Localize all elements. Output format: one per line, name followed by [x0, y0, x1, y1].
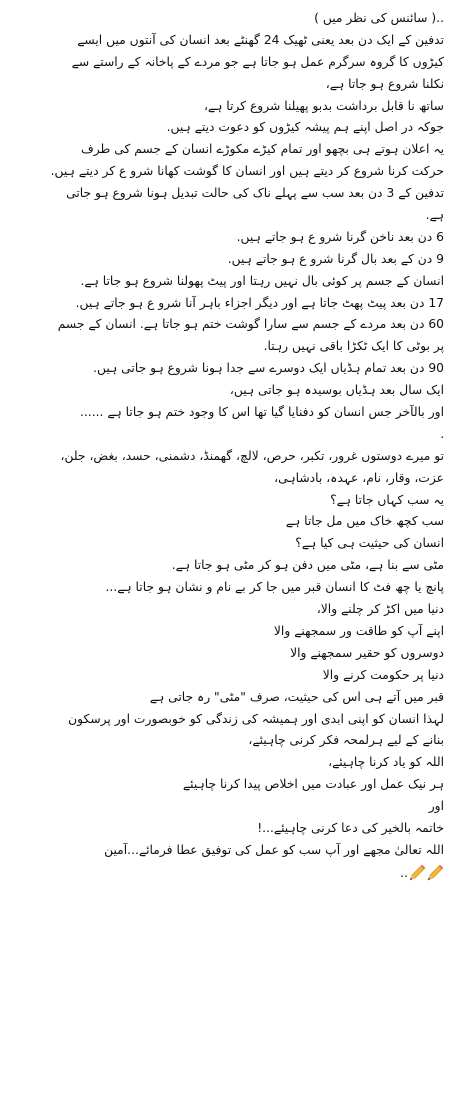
post-footer	[6, 862, 444, 884]
text-line: انسان کے جسم پر کوئی بال نہیں رہتا اور پیٹ پھولنا شروع ہو جاتا ہے.	[80, 273, 444, 288]
text-line: .	[440, 426, 444, 441]
post-text	[6, 8, 444, 862]
text-line: نکلنا شروع ہو جاتا ہے،	[325, 76, 444, 91]
text-line: اور بالآخر جس انسان کو دفنایا گیا تھا اس کا وجود ختم ہو جاتا ہے ......	[79, 405, 444, 420]
text-line: پر بوٹی کا ایک ٹکڑا باقی نہیں رہتا.	[263, 339, 444, 354]
pencil-icon	[426, 864, 444, 882]
text-line: عزت، وقار، نام، عہدہ، بادشاہی،	[274, 470, 444, 485]
text-line: کیڑوں کا گروہ سرگرم عمل ہو جاتا ہے جو مردے کے پاخانہ کے راستے سے	[71, 54, 444, 69]
text-line: یہ سب کہاں جاتا ہے؟	[330, 492, 444, 507]
text-line: لہذا انسان کو اپنی ابدی اور ہمیشہ کی زندگی کو خوبصورت اور پرسکون	[68, 711, 444, 726]
text-line: ..( سائنس کی نظر میں )	[314, 11, 444, 25]
text-line: 60 دن بعد مردے کے جسم سے سارا گوشت ختم ہو جاتا ہے. انسان کے جسم	[57, 317, 444, 332]
text-line: دنیا پر حکومت کرنے والا	[322, 667, 444, 682]
text-line: ایک سال بعد ہڈیاں بوسیدہ ہو جاتی ہیں،	[229, 383, 444, 398]
footer-dots: ..	[400, 865, 408, 880]
text-line: بنانے کے لیے ہرلمحہ فکر کرنی چاہیئے،	[248, 733, 444, 748]
text-line: 90 دن بعد تمام ہڈیاں ایک دوسرے سے جدا ہونا شروع ہو جاتی ہیں.	[93, 361, 444, 376]
text-line: اور	[428, 799, 444, 814]
text-line: حرکت کرنا شروع کر دیتے ہیں اور انسان کا گوشت کھانا شرو ع کر دیتے ہیں.	[50, 164, 444, 179]
text-line: ہر نیک عمل اور عبادت میں اخلاص پیدا کرنا چاہیئے	[182, 777, 444, 792]
text-line: جوکہ در اصل اپنے ہم پیشہ کیڑوں کو دعوت دیتے ہیں.	[166, 120, 444, 135]
text-line: مٹی سے بنا ہے، مٹی میں دفن ہو کر مٹی ہو جاتا ہے.	[171, 558, 444, 573]
text-line: 17 دن بعد پیٹ پھٹ جاتا ہے اور دیگر اجزاء باہر آنا شرو ع ہو جاتے ہیں.	[75, 295, 444, 310]
text-line: اللہ کو یاد کرنا چاہیئے،	[328, 755, 444, 770]
text-line: 6 دن بعد ناخن گرنا شرو ع ہو جاتے ہیں.	[236, 229, 444, 244]
text-line: قبر میں آتے ہی اس کی حیثیت، صرف "مٹی" رہ جاتی ہے	[149, 689, 444, 704]
text-line: ہے.	[425, 208, 444, 223]
text-line: دوسروں کو حقیر سمجھنے والا	[290, 645, 444, 660]
text-line: انسان کی حیثیت ہی کیا ہے؟	[295, 536, 444, 551]
text-line: 9 دن کے بعد بال گرنا شرو ع ہو جاتے ہیں.	[227, 251, 444, 266]
text-line: ساتھ نا قابل برداشت بدبو پھیلنا شروع کرتا ہے،	[203, 98, 444, 113]
text-line: تدفین کے 3 دن بعد سب سے پہلے ناک کی حالت تبدیل ہونا شروع ہو جاتی	[66, 186, 444, 201]
text-line: اپنے آپ کو طاقت ور سمجھنے والا	[273, 623, 444, 638]
text-line: تو میرے دوستوں غرور، تکبر، حرص، لالچ، گھمنڈ، دشمنی، حسد، بغض، جلن،	[60, 448, 444, 463]
text-line: تدفین کے ایک دن بعد یعنی ٹھیک 24 گھنٹے بعد انسان کی آنتوں میں ایسے	[77, 32, 444, 47]
text-line: سب کچھ خاک میں مل جاتا ہے	[285, 514, 444, 529]
text-line: خاتمہ بالخیر کی دعا کرنی چاہیئے...!	[257, 820, 444, 835]
pencil-icon	[408, 864, 426, 882]
text-line: یہ اعلان ہوتے ہی بچھو اور تمام کیڑے مکوڑے انسان کے جسم کی طرف	[80, 142, 444, 157]
text-line: پانچ یا چھ فٹ کا انسان قبر میں جا کر بے نام و نشان ہو جاتا ہے...	[105, 580, 444, 595]
text-line: اللہ تعالیٰ مجھے اور آپ سب کو عمل کی توفیق عطا فرمائے...آمین	[104, 842, 444, 857]
text-line: دنیا میں اکڑ کر چلنے والا،	[316, 602, 444, 617]
